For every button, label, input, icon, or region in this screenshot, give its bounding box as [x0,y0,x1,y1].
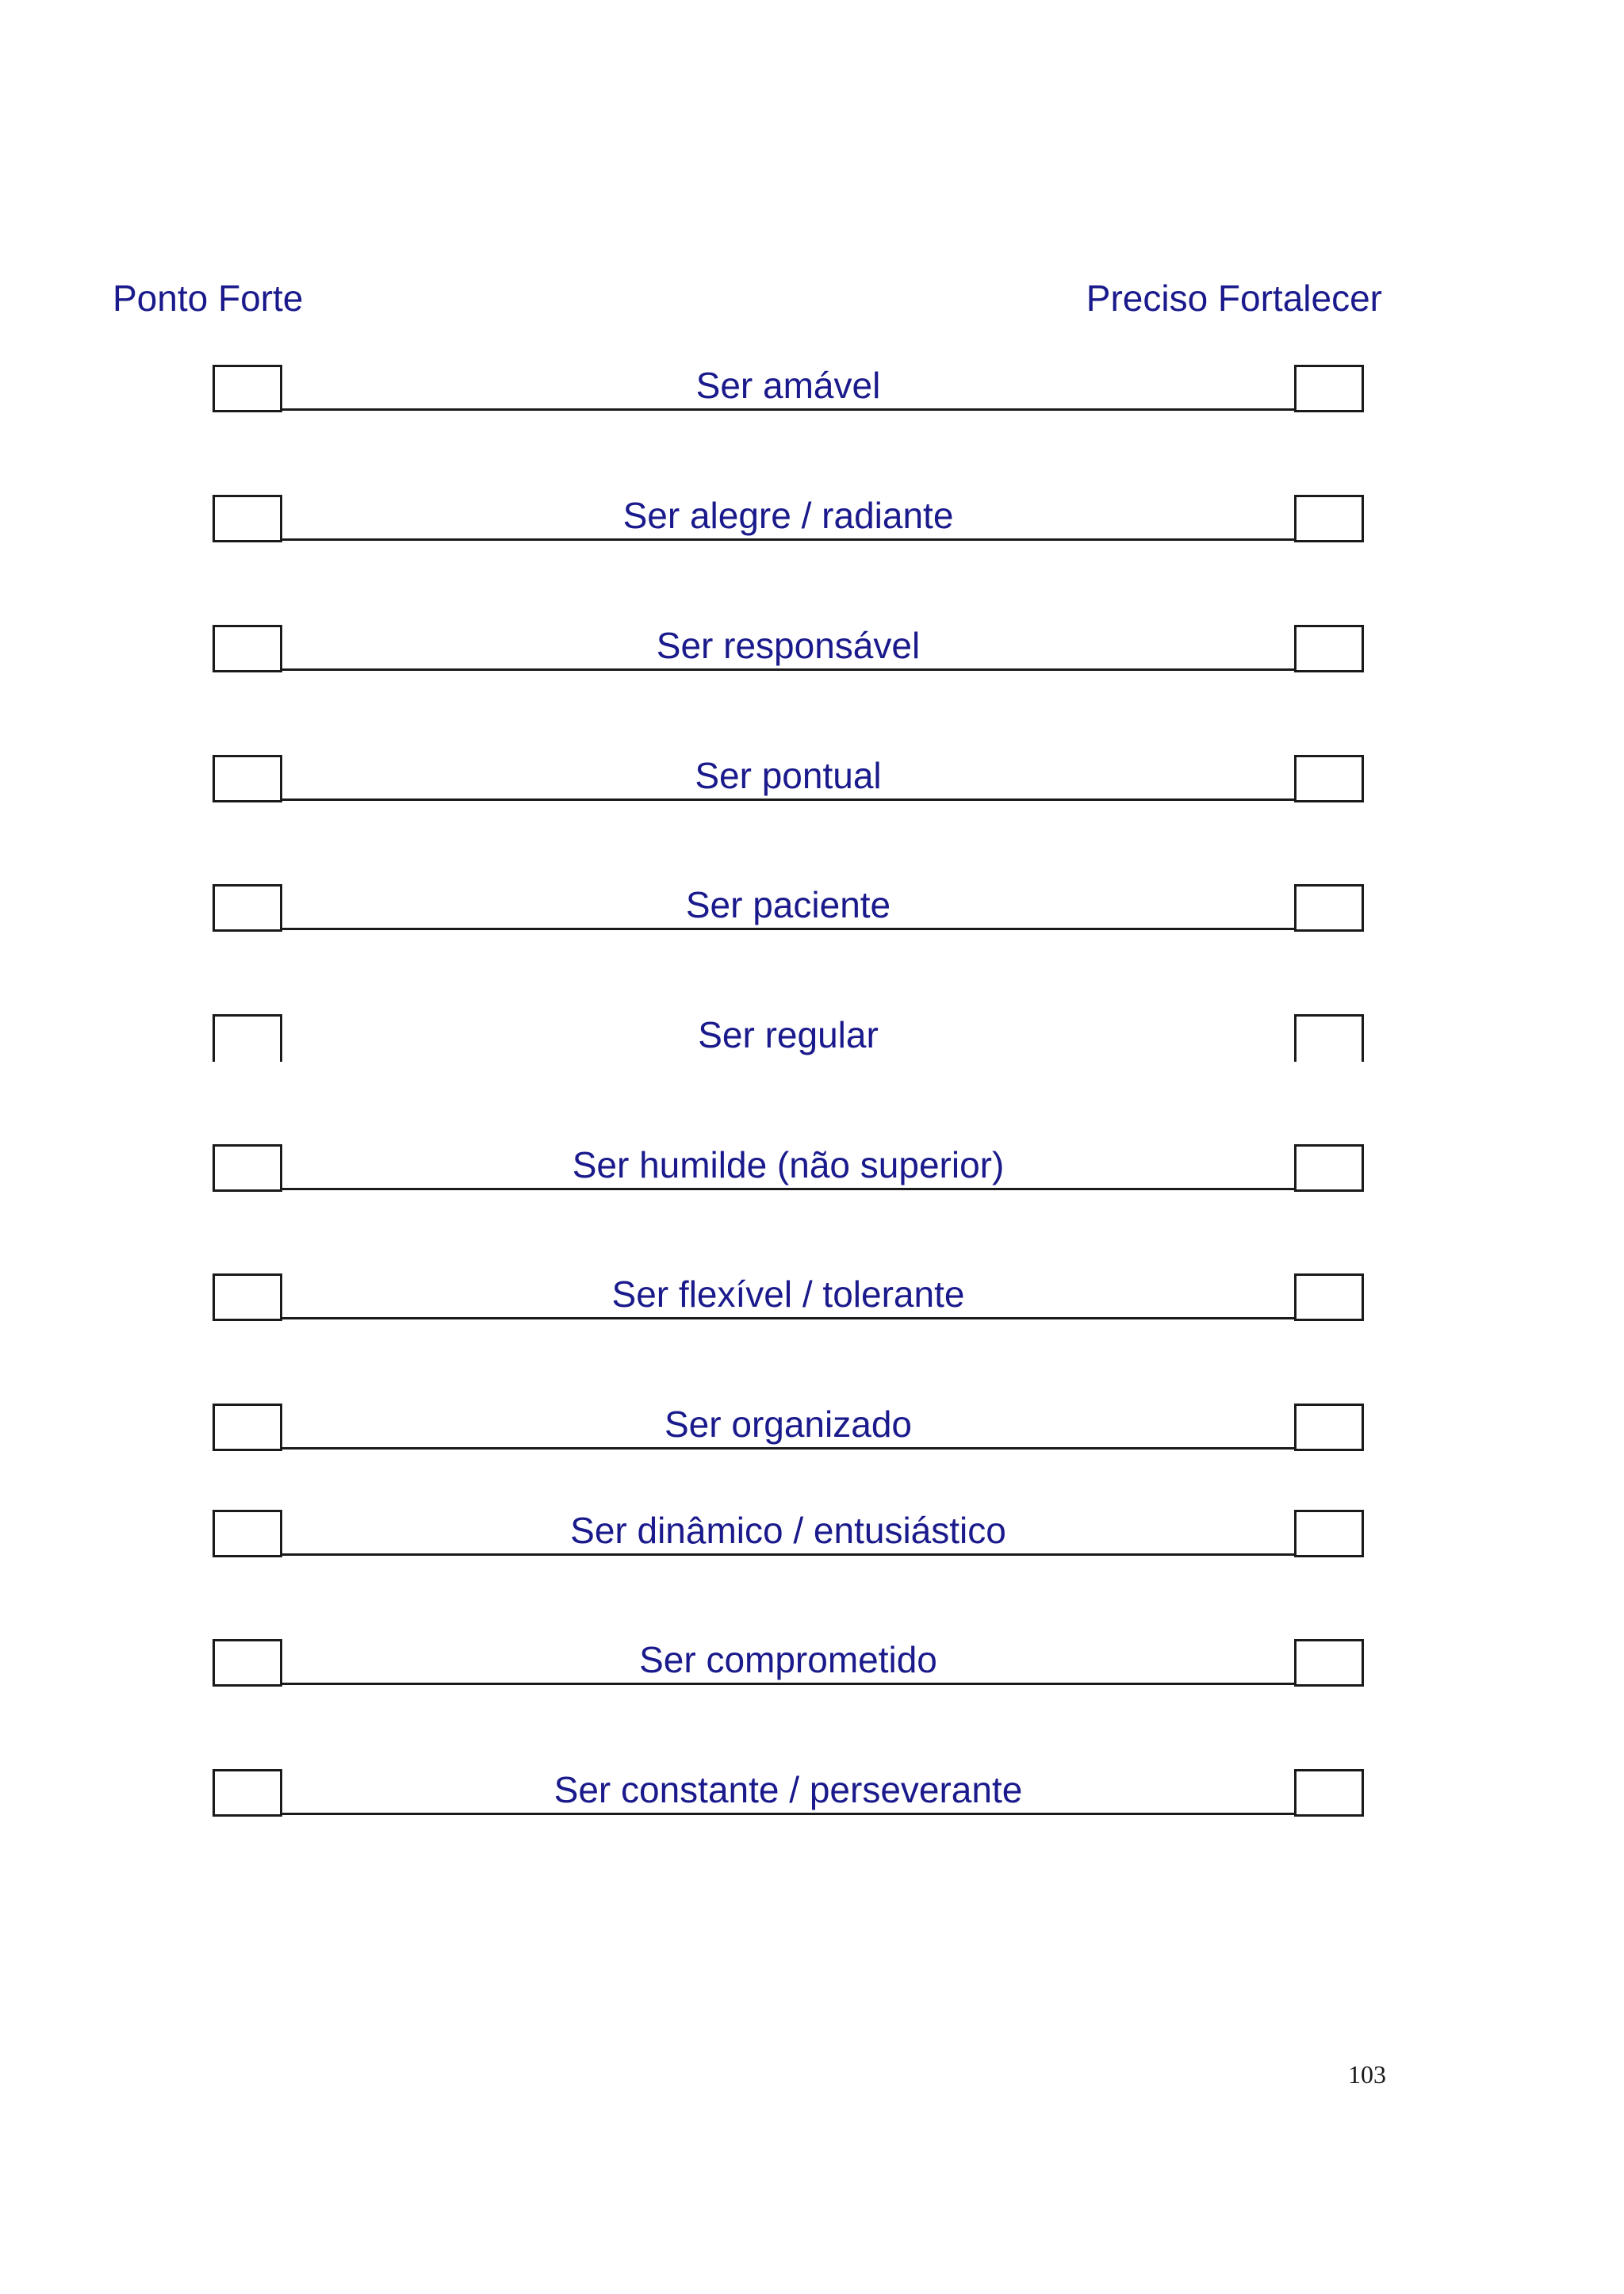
preciso-fortalecer-checkbox[interactable] [1294,495,1364,542]
ponto-forte-checkbox[interactable] [213,884,282,932]
checklist-row [213,884,1364,930]
item-label: Ser alegre / radiante [622,495,954,536]
preciso-fortalecer-checkbox[interactable] [1294,1144,1364,1192]
item-label: Ser organizado [665,1404,912,1445]
checklist-row [213,1404,1364,1450]
checklist-row [213,1014,1364,1060]
ponto-forte-checkbox[interactable] [213,1144,282,1192]
preciso-fortalecer-checkbox[interactable] [1294,1014,1364,1062]
preciso-fortalecer-checkbox[interactable] [1294,365,1364,412]
column-header-preciso-fortalecer: Preciso Fortalecer [1086,278,1382,319]
item-label: Ser comprometido [639,1639,937,1680]
row-underline [280,1683,1297,1685]
row-underline [280,1553,1297,1556]
row-underline [280,1317,1297,1319]
row-underline [280,1188,1297,1190]
checklist-row [213,365,1364,411]
item-label: Ser dinâmico / entusiástico [570,1510,1006,1551]
ponto-forte-checkbox[interactable] [213,625,282,672]
preciso-fortalecer-checkbox[interactable] [1294,755,1364,802]
item-label: Ser pontual [695,755,882,796]
ponto-forte-checkbox[interactable] [213,1404,282,1451]
row-underline [280,538,1297,541]
checklist-row [213,1144,1364,1190]
item-label: Ser amável [695,365,881,406]
preciso-fortalecer-checkbox[interactable] [1294,1639,1364,1687]
checklist-row [213,625,1364,671]
row-underline [280,928,1297,930]
preciso-fortalecer-checkbox[interactable] [1294,884,1364,932]
checklist-row [213,755,1364,801]
ponto-forte-checkbox[interactable] [213,1014,282,1062]
row-underline [280,1813,1297,1815]
ponto-forte-checkbox[interactable] [213,1273,282,1321]
checklist-row [213,1510,1364,1556]
preciso-fortalecer-checkbox[interactable] [1294,1769,1364,1817]
preciso-fortalecer-checkbox[interactable] [1294,1510,1364,1557]
ponto-forte-checkbox[interactable] [213,495,282,542]
item-label: Ser flexível / tolerante [611,1273,965,1315]
row-underline [280,798,1297,801]
item-label: Ser paciente [685,884,891,925]
ponto-forte-checkbox[interactable] [213,1769,282,1817]
ponto-forte-checkbox[interactable] [213,755,282,802]
row-underline [280,1447,1297,1450]
page-number: 103 [1348,2060,1386,2089]
ponto-forte-checkbox[interactable] [213,365,282,412]
item-label: Ser humilde (não superior) [572,1144,1005,1185]
item-label: Ser responsável [656,625,921,666]
item-label: Ser regular [698,1014,879,1055]
column-header-ponto-forte: Ponto Forte [113,278,304,319]
checklist-row [213,1273,1364,1319]
preciso-fortalecer-checkbox[interactable] [1294,625,1364,672]
item-label: Ser constante / perseverante [553,1769,1023,1810]
ponto-forte-checkbox[interactable] [213,1639,282,1687]
preciso-fortalecer-checkbox[interactable] [1294,1404,1364,1451]
row-underline [280,408,1297,411]
checklist-row [213,495,1364,541]
preciso-fortalecer-checkbox[interactable] [1294,1273,1364,1321]
ponto-forte-checkbox[interactable] [213,1510,282,1557]
checklist-row [213,1769,1364,1815]
row-underline [280,668,1297,671]
checklist-row [213,1639,1364,1685]
